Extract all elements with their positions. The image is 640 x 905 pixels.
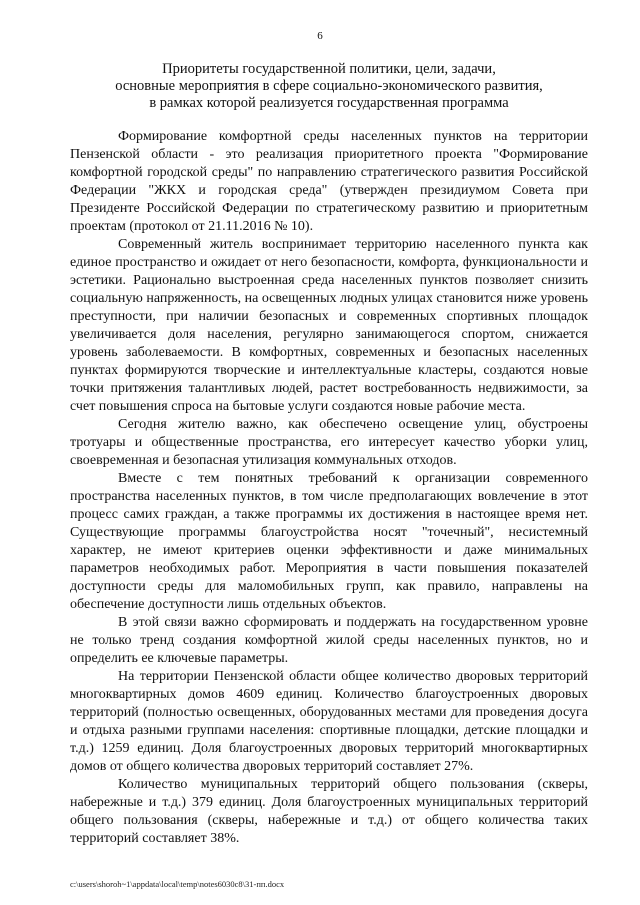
paragraph: В этой связи важно сформировать и поддержать на государственном уровне не только тренд создания комфортной жилой среды населенных пунктов, но и определить ее ключевые параметры. [70, 615, 588, 666]
paragraph: Современный житель воспринимает территорию населенного пункта как единое пространство и ожидает от него безопасности, комфорта, функциональности и эстетики. Рационально выстроенная среда населенных пунктов позволяет снизить социальную напряженность, на освещенных людных улицах становится ниже уровень преступности, при наличии безопасных и современных спортивных площадок увеличивается доля населения, регулярно занимающегося спортом, снижается уровень заболеваемости. В комфортных, современных и безопасных населенных пунктах формируются творческие и интеллектуальные кластеры, создаются новые точки притяжения талантливых людей, растет востребованность недвижимости, за счет повышения спроса на бытовые услуги создаются новые рабочие места. [70, 237, 588, 414]
body-text [70, 128, 588, 848]
section-heading [70, 61, 588, 112]
heading-line: в рамках которой реализуется государственная программа [149, 95, 509, 111]
paragraph: Вместе с тем понятных требований к организации современного пространства населенных пунктов, в том числе предполагающих вовлечение в этот процесс самих граждан, а также программы их достижения в настоящее время нет. Существующие программы благоустройства носят "точечный", несистемный характер, не имеют критериев оценки эффективности и даже минимальных параметров необходимых работ. Мероприятия в части повышения показателей доступности среды для маломобильных групп, как правило, направлены на обеспечение доступности лишь отдельных объектов. [70, 471, 588, 612]
heading-line: Приоритеты государственной политики, цели, задачи, [162, 61, 496, 77]
paragraph: Сегодня жителю важно, как обеспечено освещение улиц, обустроены тротуары и общественные пространства, его интересует качество уборки улиц, своевременная и безопасная утилизация коммунальных отходов. [70, 417, 588, 468]
heading-line: основные мероприятия в сфере социально-экономического развития, [115, 78, 543, 94]
paragraph: Количество муниципальных территорий общего пользования (скверы, набережные и т.д.) 379 единиц. Доля благоустроенных муниципальных территорий общего пользования (скверы, набережные и т.д.) от общего количества таких территорий составляет 38%. [70, 777, 588, 846]
paragraph: Формирование комфортной среды населенных пунктов на территории Пензенской области - это реализация приоритетного проекта "Формирование комфортной городской среды" по направлению стратегического развития Российской Федерации "ЖКХ и городская среда" (утвержден президиумом Совета при Президенте Российской Федерации по стратегическому развитию и приоритетным проектам (протокол от 21.11.2016 № 10). [70, 129, 588, 234]
file-path-footer: c:\users\shoroh~1\appdata\local\temp\notes6030c8\31-пп.docx [70, 879, 285, 889]
paragraph: На территории Пензенской области общее количество дворовых территорий многоквартирных домов 4609 единиц. Количество благоустроенных дворовых территорий (полностью освещенных, оборудованных местами для проведения досуга и отдыха разными группами населения: спортивные площадки, детские площадки и т.д.) 1259 единиц. Доля благоустроенных дворовых территорий многоквартирных домов от общего количества дворовых территорий составляет 27%. [70, 669, 588, 774]
page-number: 6 [317, 30, 323, 42]
